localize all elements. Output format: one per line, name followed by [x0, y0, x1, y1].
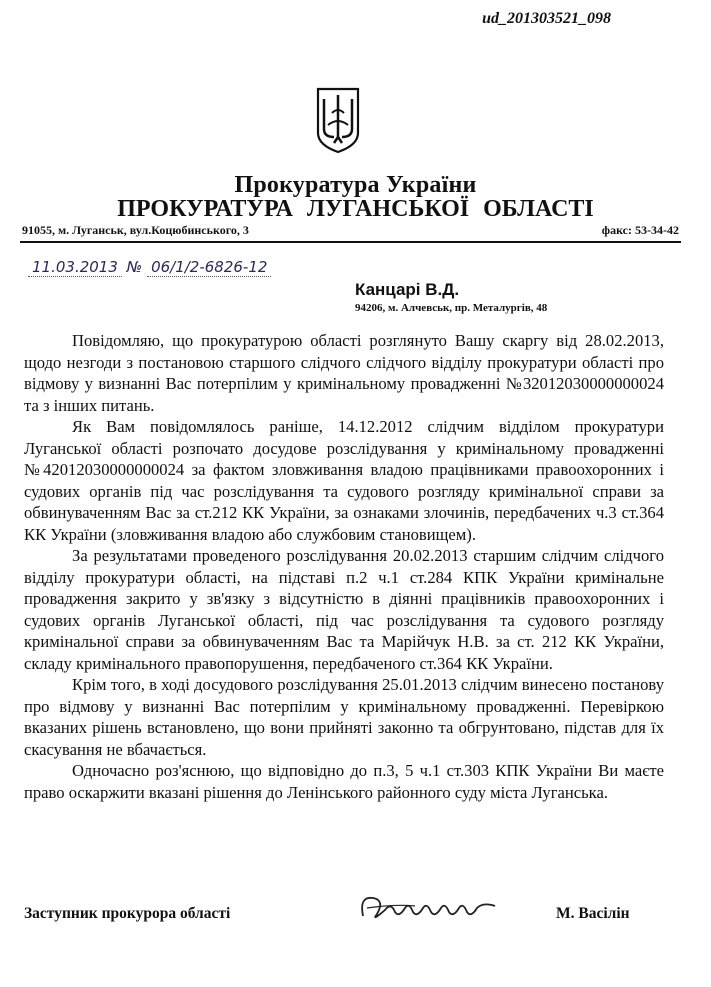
handwritten-signature	[355, 886, 505, 926]
registration-number-sign: №	[126, 258, 143, 276]
signer-title: Заступник прокурора області	[24, 905, 231, 922]
paragraph: Одночасно роз'яснюю, що відповідно до п.3, 5 ч.1 ст.303 КПК України Ви маєте право оскаржити вказані рішення до Ленінського районного суду міста Луганська.	[24, 761, 664, 802]
header-title-region: ПРОКУРАТУРА ЛУГАНСЬКОЇ ОБЛАСТІ	[117, 196, 594, 222]
header-fax: факс: 53-34-42	[601, 223, 679, 237]
document-id: ud_201303521_098	[482, 10, 611, 27]
signer-name: М. Васілін	[556, 905, 630, 922]
recipient-address: 94206, м. Алчевськ, пр. Металургів, 48	[355, 302, 548, 314]
registration-line	[28, 258, 271, 276]
paragraph: Крім того, в ході досудового розслідування 25.01.2013 слідчим винесено постанову про відмову у визнанні Вас потерпілим у кримінальному провадженні. Перевіркою вказаних рішень встановлено, що вони прийняті законно та обгрунтовано, підстав для їх скасування не вбачається.	[24, 675, 664, 759]
letter-body	[24, 330, 664, 803]
header-address: 91055, м. Луганськ, вул.Коцюбинського, 3	[22, 223, 249, 237]
paragraph: Повідомляю, що прокуратурою області розглянуто Вашу скаргу від 28.02.2013, щодо незгоди з постановою старшого слідчого слідчого відділу прокуратури області про відмову у визнанні Вас потерпілим у кримінальному провадженні №32012030000000024 та з інших питань.	[24, 331, 664, 415]
trident-emblem-icon	[314, 85, 362, 155]
header-divider	[20, 241, 681, 243]
paragraph: Як Вам повідомлялось раніше, 14.12.2012 слідчим відділом прокуратури Луганської області розпочато досудове розслідування у кримінальному провадженні №42012030000000024 за фактом зловживання владою працівниками правоохоронних і судових органів під час розслідування та судового розгляду кримінальної справи за обвинуваченням Вас за ст.212 КК України, за ознаками злочинів, передбачених ч.3 ст.364 КК України (зловживання владою або службовим становищем).	[24, 417, 664, 544]
paragraph: За результатами проведеного розслідування 20.02.2013 старшим слідчим слідчого відділу прокуратури області, на підставі п.2 ч.1 ст.284 КПК України кримінальне провадження закрито у зв'язку з відсутністю в діянні працівників правоохоронних і судових органів Луганської області, під час розслідування та судового розгляду кримінальної справи за обвинуваченням Вас та Марійчук Н.В. за ст. 212 КК України, складу кримінального правопорушення, передбаченого ст.364 КК України.	[24, 546, 664, 673]
registration-date: 11.03.2013	[28, 258, 122, 277]
header-title-ukraine: Прокуратура України	[234, 172, 477, 198]
recipient-name: Канцарі В.Д.	[355, 280, 460, 299]
registration-number: 06/1/2-6826-12	[147, 258, 271, 277]
